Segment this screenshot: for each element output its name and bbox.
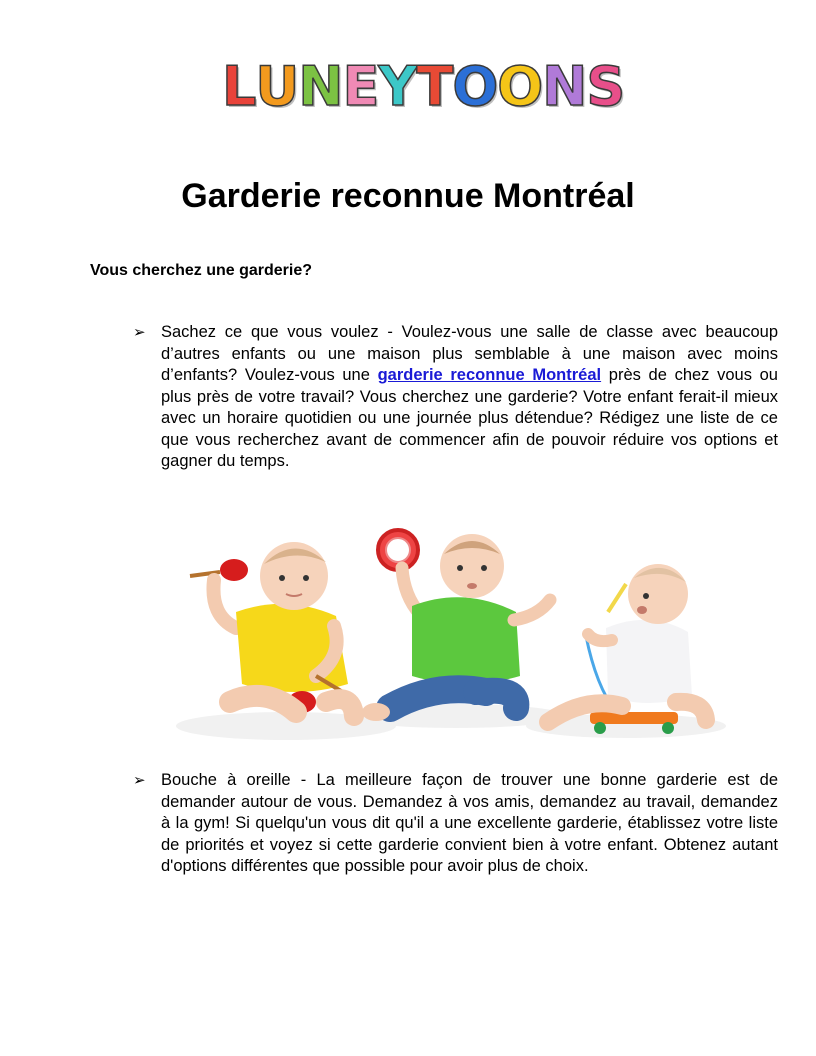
bullet-text-part: près de chez vous ou plus près de votre travail? Vous cherchez une garderie? Votre enfant ferait-il mieux avec un horaire quotidien ou une journée plus détendue? Rédigez une liste de ce que vous recherchez avant de commencer afin de pouvoir réduire vos options et gagner du temps. — [161, 366, 778, 470]
logo-letter: T — [416, 55, 453, 118]
logo-letter: Y — [378, 55, 417, 118]
bullet-item — [133, 770, 778, 878]
baby-white-shirt — [548, 564, 706, 734]
bullet-text — [161, 322, 778, 473]
logo-letter: L — [222, 55, 256, 118]
logo-letter: E — [342, 55, 379, 118]
garderie-link[interactable]: garderie reconnue Montréal — [377, 366, 602, 384]
arrowhead-bullet-icon: ➢ — [133, 324, 146, 341]
logo-letter: O — [497, 55, 543, 118]
logo-letter: O — [452, 55, 498, 118]
logo-letter: N — [542, 55, 587, 118]
logo-letter: S — [586, 55, 625, 118]
logo-letter: U — [255, 55, 299, 118]
baby-green-shirt — [362, 530, 550, 721]
bullet-text — [161, 770, 778, 878]
arrowhead-bullet-icon: ➢ — [133, 772, 146, 789]
bullet-text-part: Bouche à oreille - La meilleure façon de trouver une bonne garderie est de demander autour de vous. Demandez à vos amis, demandez au travail, demandez à la gym! Si quelqu'un vous dit qu'il a une excellente garderie, établissez votre liste de priorités et voyez si cette garderie convient bien à votre enfant. Obtenez autant d'options différentes que possible pour avoir plus de choix. — [161, 771, 778, 875]
babies-photo — [176, 516, 736, 756]
section-heading: Vous cherchez une garderie? — [90, 262, 312, 279]
page-title: Garderie reconnue Montréal — [181, 177, 635, 215]
bullet-item — [133, 322, 778, 473]
logo-letter: N — [298, 55, 343, 118]
baby-yellow-shirt — [190, 542, 354, 716]
luney-toons-logo — [222, 55, 625, 118]
bullet-text-part: Sachez ce que vous voulez - Voulez-vous une salle de classe avec beaucoup d’autres enfants ou une maison plus semblable à une maison avec moins d’enfants? Voulez-vous une — [161, 323, 778, 384]
